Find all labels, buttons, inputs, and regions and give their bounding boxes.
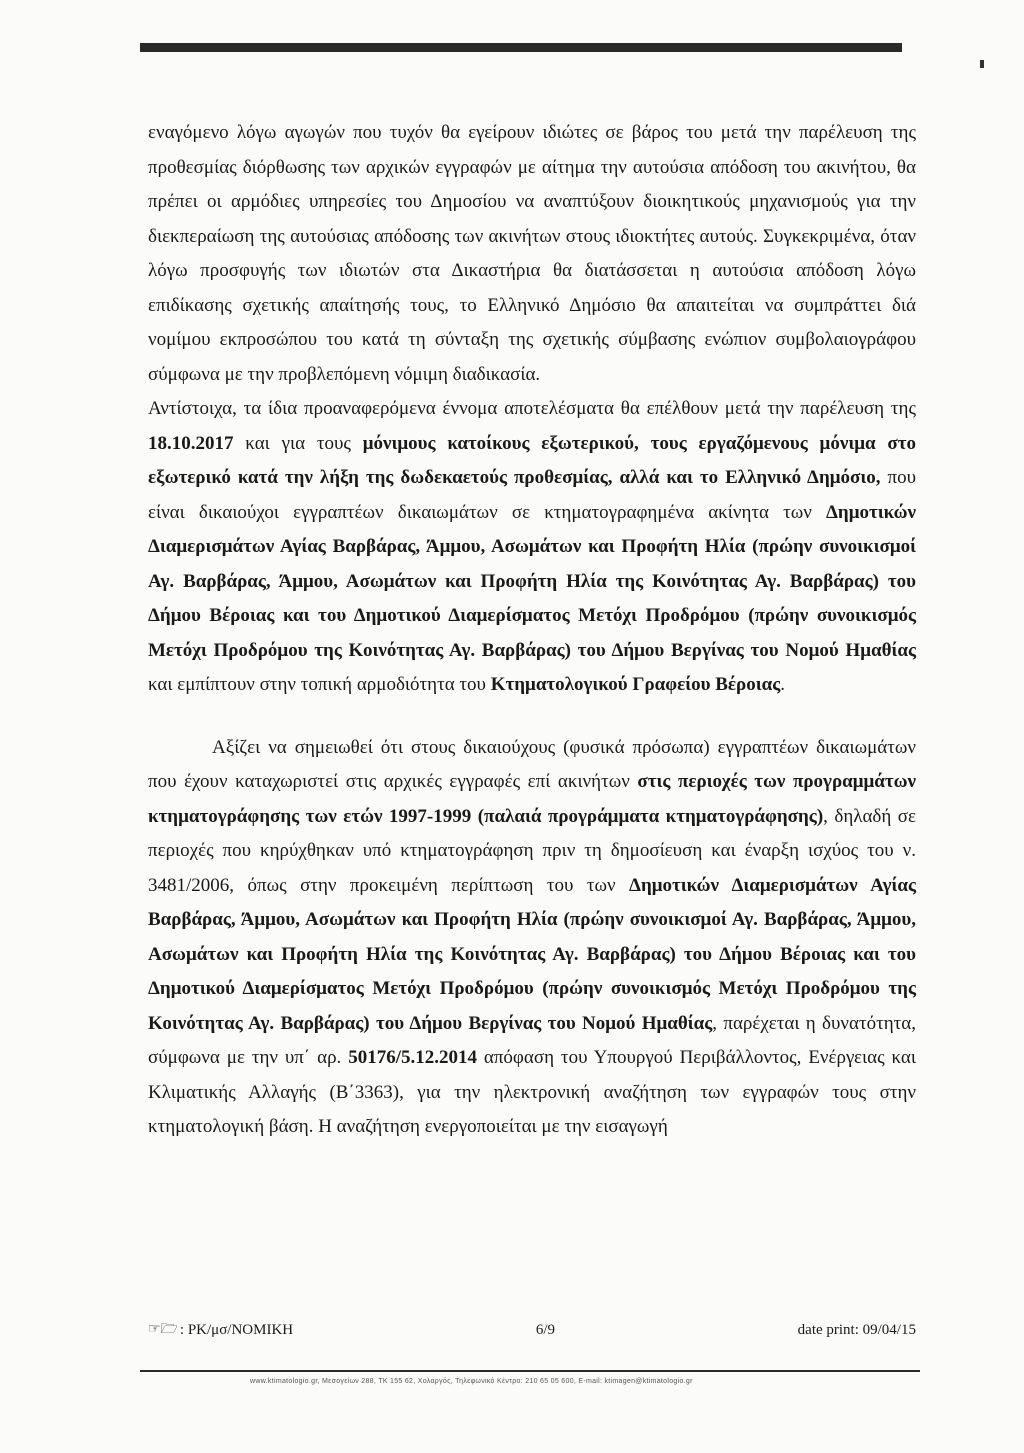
page-number: 6/9 bbox=[535, 1321, 555, 1338]
p2-text-a: Αντίστοιχα, τα ίδια προαναφερόμενα έννομα αποτελέσματα θα επέλθουν μετά την παρέλευση της bbox=[148, 398, 916, 419]
p3-text-e: , παρέχεται η δυνατότητα, σύμφωνα με την υπ΄ αρ. bbox=[148, 1012, 916, 1068]
paragraph-1-text: εναγόμενο λόγω αγωγών που τυχόν θα εγείρουν ιδιώτες σε βάρος του μετά την παρέλευση της προθεσμίας διόρθωσης των αρχικών εγγραφών με αίτημα την αυτούσια απόδοση του ακινήτου, θα πρέπει οι αρμόδιες υπηρεσίες του Δημοσίου να αναπτύξουν διοικητικούς μηχανισμούς για την διεκπεραίωση της αυτούσιας απόδοσης των ακινήτων στους ιδιοκτήτες αυτούς. Συγκεκριμένα, όταν λόγω προσφυγής των ιδιωτών στα Δικαστήρια θα διατάσσεται η αυτούσια απόδοση λόγω επιδίκασης σχετικής απαίτησής τους, το Ελληνικό Δημόσιο θα απαιτείται να συμπράττει διά νομίμου εκπροσώπου του κατά τη σύνταξη της σχετικής σύμβασης ενώπιον συμβολαιογράφου σύμφωνα με την προβλεπόμενη νόμιμη διαδικασία. bbox=[148, 122, 916, 385]
reference-code: : PK/μσ/NOMIKH bbox=[179, 1321, 294, 1338]
header-rule bbox=[140, 43, 902, 52]
paragraph-3 bbox=[148, 731, 916, 1145]
p2-districts: Δημοτικών Διαμερισμάτων Αγίας Βαρβάρας, Άμμου, Ασωμάτων και Προφήτη Ηλία (πρώην συνοικισμοί Αγ. Βαρβάρας, Άμμου, Ασωμάτων και Προφήτη Ηλία της Κοινότητας Αγ. Βαρβάρας) του Δήμου Βέροιας και του Δημοτικού Διαμερίσματος Μετόχι Προδρόμου (πρώην συνοικισμός Μετόχι Προδρόμου της Κοινότητας Αγ. Βαρβάρας) του Δήμου Βεργίνας του Νομού Ημαθίας bbox=[148, 501, 916, 661]
p3-text-c: , δηλαδή σε περιοχές που κηρύχθηκαν υπό κτηματογράφηση πριν τη δημοσίευση και έναρξη ισχύος του ν. 3481/2006, όπως στην προκειμένη περίπτωση του των bbox=[148, 805, 916, 896]
p2-text-c: και για τους bbox=[233, 432, 363, 454]
p3-text-g: απόφαση του Υπουργού Περιβάλλοντος, Ενέργειας και Κλιματικής Αλλαγής (Β΄3363), για την ηλεκτρονική αναζήτηση των εγγραφών τους στην κτηματολογική βάση. Η αναζήτηση ενεργοποιείται με την εισαγωγή bbox=[148, 1047, 916, 1137]
footer-reference bbox=[148, 1318, 293, 1342]
p2-date: 18.10.2017 bbox=[148, 432, 234, 454]
pointing-hand-folder-icon: ☞🗁 bbox=[148, 1322, 178, 1337]
paragraph-1 bbox=[148, 116, 916, 392]
p3-text-a: Αξίζει να σημειωθεί ότι στους δικαιούχους (φυσικά πρόσωπα) εγγραπτέων δικαιωμάτων που έχουν καταχωριστεί στις αρχικές εγγραφές επί ακινήτων bbox=[148, 736, 916, 792]
p3-programs: στις περιοχές των προγραμμάτων κτηματογράφησης των ετών 1997-1999 (παλαιά προγράμματα κτηματογράφησης) bbox=[148, 771, 917, 827]
document-body bbox=[148, 116, 916, 1145]
p2-beneficiaries: μόνιμους κατοίκους εξωτερικού, τους εργαζόμενους μόνιμα στο εξωτερικό κατά την λήξη της δωδεκαετούς προθεσμίας, αλλά και το Ελληνικό Δημόσιο, bbox=[148, 432, 916, 488]
paragraph-2 bbox=[148, 392, 916, 703]
contact-info: www.ktimatologio.gr, Μεσογείων 288, ΤΚ 155 62, Χολαργός, Τηλεφωνικό Κέντρο: 210 65 05 600, E-mail: ktimagen@ktimatologio.gr bbox=[250, 1378, 693, 1385]
p2-text-i: . bbox=[780, 674, 785, 695]
p2-text-e: που είναι δικαιούχοι εγγραπτέων δικαιωμάτων σε κτηματογραφημένα ακίνητα των bbox=[148, 467, 917, 523]
scan-mark bbox=[980, 60, 984, 68]
date-print: date print: 09/04/15 bbox=[797, 1321, 916, 1338]
footer-rule bbox=[140, 1370, 920, 1372]
p3-districts: Δημοτικών Διαμερισμάτων Αγίας Βαρβάρας, Άμμου, Ασωμάτων και Προφήτη Ηλία (πρώην συνοικισμοί Αγ. Βαρβάρας, Άμμου, Ασωμάτων και Προφήτη Ηλία της Κοινότητας Αγ. Βαρβάρας) του Δήμου Βέροιας και του Δημοτικού Διαμερίσματος Μετόχι Προδρόμου (πρώην συνοικισμός Μετόχι Προδρόμου της Κοινότητας Αγ. Βαρβάρας) του Δήμου Βεργίνας του Νομού Ημαθίας bbox=[148, 874, 916, 1034]
page-footer bbox=[148, 1318, 916, 1342]
p2-office: Κτηματολογικού Γραφείου Βέροιας bbox=[490, 674, 781, 695]
p2-text-g: και εμπίπτουν στην τοπική αρμοδιότητα του bbox=[148, 674, 491, 695]
p3-decision-number: 50176/5.12.2014 bbox=[348, 1047, 477, 1068]
